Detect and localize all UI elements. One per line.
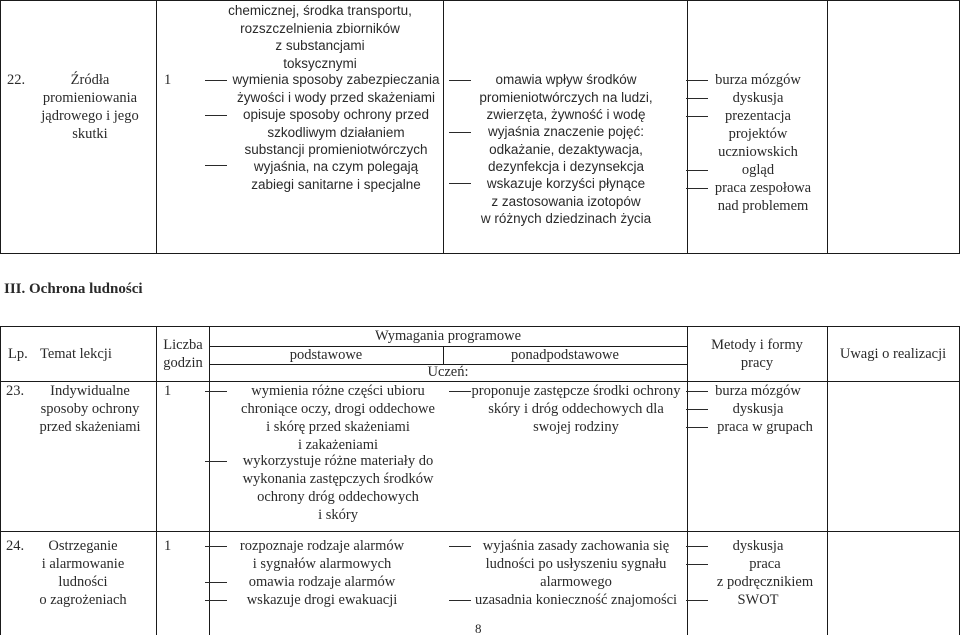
section-title: III. Ochrona ludności: [4, 281, 143, 297]
row24-method-3: SWOT: [737, 592, 779, 608]
dash: [686, 170, 708, 171]
row23-lp: 23.: [6, 383, 25, 399]
row24-method-2: praca z podręcznikiem: [716, 556, 814, 590]
dash: [205, 546, 227, 547]
row22-advanced-item-2: wyjaśnia znaczenie pojęć: odkażanie, dezaktywacja, dezynfekcja i dezynsekcja: [487, 124, 645, 175]
row22-advanced-item-1: omawia wpływ środków promieniotwórczych na ludzi, zwierzęta, żywność i wodę: [479, 72, 653, 123]
row24-method-1: dyskusja: [732, 538, 784, 554]
row22-basic-continued: chemicznej, środka transportu, rozszczelnienia zbiorników z substancjami toksycznymi: [228, 3, 412, 71]
row24-topic: Ostrzeganie i alarmowanie ludności o zagrożeniach: [39, 538, 127, 608]
dash: [686, 391, 708, 392]
row22-method-4: ogląd: [741, 162, 775, 178]
row22-advanced-item-3: wskazuje korzyści płynące z zastosowania izotopów w różnych dziedzinach życia: [480, 176, 652, 227]
row24-hours: 1: [164, 538, 172, 554]
row23-topic: Indywidualne sposoby ochrony przed skażeniami: [39, 383, 141, 435]
dash: [686, 80, 708, 81]
row24-basic-item-3: wskazuje drogi ewakuacji: [246, 592, 398, 608]
row23-basic-item-2: wykorzystuje różne materiały do wykonania zastępczych środków ochrony dróg oddechowych i skóry: [242, 453, 434, 523]
row23-basic-item-1: wymienia różne części ubioru chroniące oczy, drogi oddechowe i skórę przed skażeniami i zakażeniami: [241, 383, 435, 453]
dash: [205, 80, 227, 81]
row24-basic-item-2: omawia rodzaje alarmów: [248, 574, 396, 590]
dash: [686, 409, 708, 410]
row23-method-1: burza mózgów: [715, 383, 801, 399]
dash: [686, 546, 708, 547]
dash: [205, 582, 227, 583]
row23-method-3: praca w grupach: [717, 419, 813, 435]
header-requirements: Wymagania programowe: [374, 328, 522, 344]
dash: [205, 115, 227, 116]
header-topic: Temat lekcji: [40, 346, 112, 362]
row24-advanced-item-2: uzasadnia konieczność znajomości: [474, 592, 678, 608]
row22-method-1: burza mózgów: [715, 72, 801, 88]
header-lp: Lp.: [8, 346, 28, 362]
header-notes: Uwagi o realizacji: [839, 346, 947, 362]
header-student: Uczeń:: [427, 364, 469, 380]
row22-method-2: dyskusja: [732, 90, 784, 106]
dash: [205, 391, 227, 392]
header-advanced: ponadpodstawowe: [511, 347, 619, 363]
row22-method-3: prezentacja projektów uczniowskich: [718, 108, 798, 160]
dash: [686, 98, 708, 99]
dash: [205, 461, 227, 462]
row22-hours: 1: [164, 72, 172, 88]
row24-advanced-item-1: wyjaśnia zasady zachowania się ludności po usłyszeniu sygnału alarmowego: [482, 538, 670, 590]
row22-method-5: praca zespołowa nad problemem: [714, 180, 812, 214]
row24-lp: 24.: [6, 538, 25, 554]
row24-basic-item-1: rozpoznaje rodzaje alarmów i sygnałów alarmowych: [239, 538, 405, 572]
row23-advanced-item-1: proponuje zastępcze środki ochrony skóry i dróg oddechowych dla swojej rodziny: [471, 383, 681, 435]
row22-topic: Źródła promieniowania jądrowego i jego skutki: [41, 72, 139, 142]
page-number: 8: [475, 621, 482, 636]
row22-lp: 22.: [7, 72, 26, 88]
header-basic: podstawowe: [289, 347, 363, 363]
row22-basic-item-1: wymienia sposoby zabezpieczania żywości i wody przed skażeniami: [232, 72, 440, 105]
dash: [205, 600, 227, 601]
dash: [686, 116, 708, 117]
header-methods: Metody i formy pracy: [711, 337, 803, 371]
dash: [686, 600, 708, 601]
dash: [205, 165, 227, 166]
row22-basic-item-2: opisuje sposoby ochrony przed szkodliwym działaniem substancji promieniotwórczych: [242, 107, 430, 158]
row22-basic-item-3: wyjaśnia, na czym polegają zabiegi sanitarne i specjalne: [251, 159, 421, 192]
header-hours: Liczba godzin: [163, 337, 203, 371]
row23-method-2: dyskusja: [732, 401, 784, 417]
row23-hours: 1: [164, 383, 172, 399]
